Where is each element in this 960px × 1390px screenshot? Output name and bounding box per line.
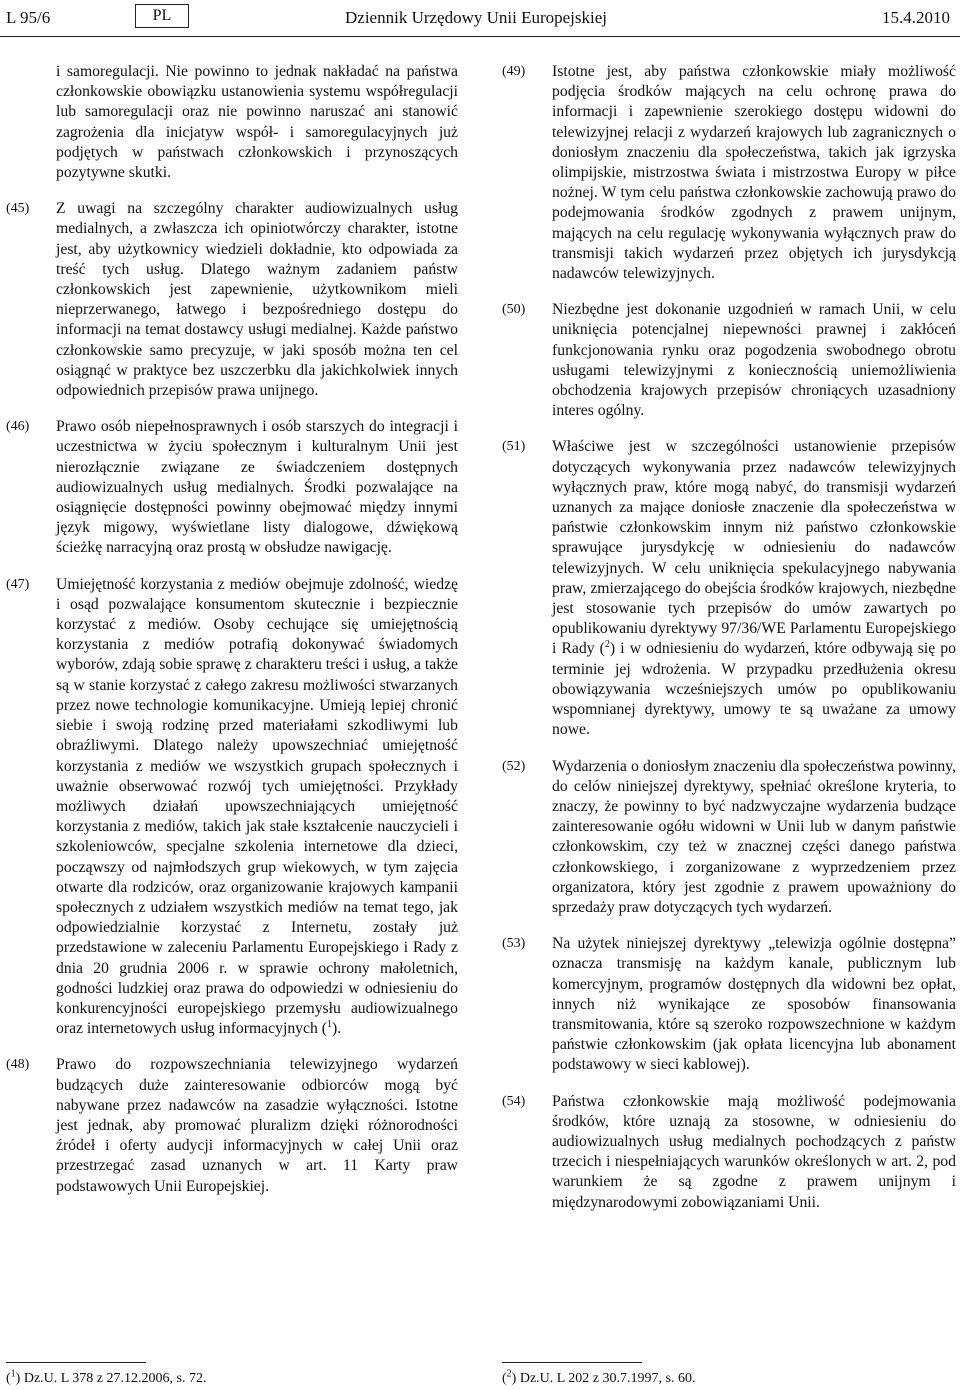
recital-51 xyxy=(502,437,956,740)
recital-text: Prawo osób niepełnosprawnych i osób starszych do integracji i uczestnictwa w życiu społecznym i kulturalnym Unii jest nierozłącznie związane ze świadczeniem dostępnych audiowizualnych usług medialnych. Środki pozwalające na osiągnięcie dostępności powinny obejmować między innymi język migowy, wyświetlane listy dialogowe, dźwiękową ścieżkę narracyjną oraz prostą w obsłudze nawigację. xyxy=(56,418,458,557)
page-header xyxy=(0,0,960,37)
recital-50 xyxy=(502,300,956,421)
recital-text-tail: i w odniesieniu do wydarzeń, które odbywają się po terminie jej wdrożenia. W przypadku przedłużenia okresu obowiązywania wcześniejszych umów po opublikowaniu wspomnianej dyrektywy, umowy te są uważane za umowy nowe. xyxy=(552,640,956,739)
recital-number: (47) xyxy=(6,576,30,592)
recital-number: (51) xyxy=(502,439,526,455)
recital-number: (54) xyxy=(502,1093,526,1109)
recital-52 xyxy=(502,757,956,919)
recital-number: (45) xyxy=(6,201,30,217)
paragraph-text: i samoregulacji. Nie powinno to jednak nakładać na państwa członkowskie obowiązku ustanowienia systemu współregulacji lub samoregulacji oraz nie powinno naruszać ani stanowić zagrożenia dla inicjatyw współ- i samoregulacyjnych już podjętych w państwach członkowskich i przynoszących pozytywne skutki. xyxy=(56,63,458,182)
recital-49 xyxy=(502,62,956,284)
language-box: PL xyxy=(135,4,189,28)
recital-53 xyxy=(502,934,956,1075)
footnote-divider xyxy=(502,1362,642,1363)
recital-text: Państwa członkowskie mają możliwość podejmowania środków, które uznają za stosowne, w odniesieniu do audiowizualnych usług medialnych pochodzących z państw trzecich i niespełniających warunków określonych w art. 2, pod warunkiem że są zgodne z prawem unijnym i międzynarodowymi zobowiązaniami Unii. xyxy=(552,1092,956,1211)
recital-47 xyxy=(6,575,458,1040)
publication-date: 15.4.2010 xyxy=(882,8,950,27)
recital-text: Prawo do rozpowszechniania telewizyjnego wydarzeń budzących duże zainteresowanie odbiorców mogą być nabywane przez nadawców na zasadzie wyłączności. Istotne jest jednak, aby promować pluralizm dzięki różnorodności źródeł i oferty audycji informacyjnych w całej Unii oraz przestrzegać zasad uznanych w art. 11 Karty praw podstawowych Unii Europejskiej. xyxy=(56,1056,458,1195)
recital-54 xyxy=(502,1092,956,1213)
recital-number: (52) xyxy=(502,758,526,774)
recital-text: Umiejętność korzystania z mediów obejmuje zdolność, wiedzę i osąd pozwalające konsumentom skutecznie i bezpiecznie korzystać z mediów. Osoby cechujące się umiejętnością korzystania z mediów potrafią dokonywać świadomych wyborów, zdają sobie sprawę z charakteru treści i usług, a także są w stanie korzystać z całego zakresu możliwości stwarzanych przez nowe technologie komunikacyjne. Umieją lepiej chronić siebie i swoją rodzinę przed materiałami szkodliwymi lub obraźliwymi. Dlatego należy upowszechniać umiejętność korzystania z mediów we wszystkich grupach społecznych i uważnie obserwować rozwój tych umiejętności. Przykłady możliwych działań upowszechniających umiejętność korzystania z mediów, takich jak stałe kształcenie nauczycieli i szkoleniowców, specjalne szkolenia internetowe dla dzieci, począwszy od najmłodszych grup wiekowych, w tym zajęcia otwarte dla rodziców, oraz organizowanie krajowych kampanii społecznych z udziałem wszystkich mediów na temat tego, jak odpowiedzialnie korzystać z Internetu, zostały już przedstawione w zaleceniu Parlamentu Europejskiego i Rady z dnia 20 grudnia 2006 r. w sprawie ochrony małoletnich, godności ludzkiej oraz prawa do odpowiedzi w odniesieniu do konkurencyjności europejskiego przemysłu audiowizualnego oraz internetowych usług informacyjnych xyxy=(56,575,458,1038)
footnote-1: ($^1$) Dz.U. L 378 z 27.12.2006, s. 72. xyxy=(6,1368,207,1386)
recital-text-container: Umiejętność korzystania z mediów obejmuje zdolność, wiedzę i osąd pozwalające konsumentom skutecznie i bezpiecznie korzystać z mediów. Osoby cechujące się umiejętnością korzystania z mediów potrafią dokonywać świadomych wyborów, zdają sobie sprawę z charakteru treści i usług, a także są w stanie korzystać z całego zakresu możliwości stwarzanych przez nowe technologie komunikacyjne. Umieją lepiej chronić siebie i swoją rodzinę przed materiałami szkodliwymi lub obraźliwymi. Dlatego należy upowszechniać umiejętność korzystania z mediów we wszystkich grupach społecznych i uważnie obserwować rozwój tych umiejętności. Przykłady możliwych działań upowszechniających umiejętność korzystania z mediów, takich jak stałe kształcenie nauczycieli i szkoleniowców, specjalne szkolenia internetowe dla dzieci, począwszy od najmłodszych grup wiekowych, w tym zajęcia otwarte dla rodziców, oraz organizowanie krajowych kampanii społecznych z udziałem wszystkich mediów na temat tego, jak odpowiedzialnie korzystać z Internetu, zostały już przedstawione w zaleceniu Parlamentu Europejskiego i Rady z dnia 20 grudnia 2006 r. w sprawie ochrony małoletnich, godności ludzkiej oraz prawa do odpowiedzi w odniesieniu do konkurencyjności europejskiego przemysłu audiowizualnego oraz internetowych usług informacyjnych ($^1$). xyxy=(56,575,458,1038)
footnote-2: ($^2$) Dz.U. L 202 z 30.7.1997, s. 60. xyxy=(502,1368,696,1386)
recital-number: (46) xyxy=(6,419,30,435)
page-reference: L 95/6 xyxy=(6,8,51,27)
recital-number: (49) xyxy=(502,64,526,79)
continuation-paragraph xyxy=(6,62,458,183)
right-column xyxy=(502,62,956,1229)
footnote-mark: 2 xyxy=(506,1368,512,1380)
recital-text: Istotne jest, aby państwa członkowskie miały możliwość podjęcia środków mających na celu ochronę prawa do informacji i zapewnienie szerokiego dostępu widowni do telewizyjnej relacji z wydarzeń krajowych lub zagranicznych o doniosłym znaczeniu dla społeczeństwa, takich jak igrzyska olimpijskie, mistrzostwa świata i mistrzostwa Europy w piłce nożnej. W tym celu państwa członkowskie zachowują prawo do podejmowania środków zgodnych z prawem unijnym, mających na celu regulację wykonywania wyłącznych praw do transmisji takich wydarzeń przez objętych ich jurysdykcją nadawców telewizyjnych. xyxy=(552,63,956,283)
journal-title: Dziennik Urzędowy Unii Europejskiej xyxy=(345,8,608,27)
recital-text: Właściwe jest w szczególności ustanowienie przepisów dotyczących wykonywania przez nadawców telewizyjnych wyłącznych praw, które mogą nabyć, do transmisji wydarzeń uznanych za mające doniosłe znaczenie dla społeczeństwa w państwie członkowskim innym niż państwo członkowskie sprawujące jurysdykcję w odniesieniu do nadawców telewizyjnych. W celu uniknięcia spekulacyjnego nabywania praw, zmierzającego do obejścia środków krajowych, niezbędne jest stosowanie tych przepisów do umów zawartych po opublikowaniu dyrektywy 97/36/WE Parlamentu Europejskiego i Rady xyxy=(552,438,956,658)
left-column xyxy=(6,62,458,1213)
recital-text-tail: . xyxy=(337,1020,342,1038)
footnote-reference[interactable]: 1 xyxy=(326,1018,332,1030)
recital-45 xyxy=(6,199,458,401)
footnote-mark: 1 xyxy=(10,1368,16,1380)
recital-46 xyxy=(6,417,458,558)
recital-number: (53) xyxy=(502,936,526,952)
recital-text-container: Właściwe jest w szczególności ustanowienie przepisów dotyczących wykonywania przez nadawców telewizyjnych wyłącznych praw, które mogą nabyć, do transmisji wydarzeń uznanych za mające doniosłe znaczenie dla społeczeństwa w państwie członkowskim innym niż państwo członkowskie sprawujące jurysdykcję w odniesieniu do nadawców telewizyjnych. W celu uniknięcia spekulacyjnego nabywania praw, zmierzającego do obejścia środków krajowych, niezbędne jest stosowanie tych przepisów do umów zawartych po opublikowaniu dyrektywy 97/36/WE Parlamentu Europejskiego i Rady ($^2$) i w odniesieniu do wydarzeń, które odbywają się po terminie jej wdrożenia. W przypadku przedłużenia okresu obowiązywania wcześniejszych umów po opublikowaniu wspomnianej dyrektywy, umowy te są uważane za umowy nowe. xyxy=(552,438,956,739)
recital-48 xyxy=(6,1055,458,1196)
footnote-text: Dz.U. L 378 z 27.12.2006, s. 72. xyxy=(23,1371,207,1386)
recital-text: Niezbędne jest dokonanie uzgodnień w ramach Unii, w celu uniknięcia potencjalnej niepewności prawnej i zakłóceń funkcjonowania rynku oraz pogodzenia swobodnego obrotu usługami telewizyjnymi z koniecznością uniemożliwienia obchodzenia krajowych przepisów chroniących uzasadniony interes ogólny. xyxy=(552,301,956,420)
footnote-divider xyxy=(6,1362,146,1363)
recital-number: (48) xyxy=(6,1057,30,1073)
footnote-text: Dz.U. L 202 z 30.7.1997, s. 60. xyxy=(519,1371,696,1386)
recital-number: (50) xyxy=(502,302,526,318)
recital-text: Wydarzenia o doniosłym znaczeniu dla społeczeństwa powinny, do celów niniejszej dyrektywy, spełniać określone kryteria, to znaczy, że powinny to być nadzwyczajne wydarzenia budzące zainteresowanie ogółu widowni w Unii lub w danym państwie członkowskim, czy też w znacznej części danego państwa członkowskiego, i zorganizowane z wyprzedzeniem przez organizatora, który jest zgodnie z prawem upoważniony do sprzedaży praw dotyczących tych wydarzeń. xyxy=(552,757,956,916)
recital-text: Na użytek niniejszej dyrektywy „telewizja ogólnie dostępna” oznacza transmisję na każdym kanale, publicznym lub komercyjnym, programów dostępnych dla widowni bez opłat, innych niż wynikające ze sposobów finansowania transmitowania, które są szeroko rozpowszechnione w każdym państwie członkowskim (jak opłata licencyjna lub abonament podstawowy w sieci kablowej). xyxy=(552,935,956,1074)
recital-text: Z uwagi na szczególny charakter audiowizualnych usług medialnych, a zwłaszcza ich opiniotwórczy charakter, istotne jest, aby użytkownicy wiedzieli dokładnie, kto odpowiada za treść tych usług. Dlatego ważnym zadaniem państw członkowskich jest zapewnienie, użytkownikom mieli nieprzerwanego, łatwego i bezpośredniego dostępu do informacji na temat dostawcy usługi medialnej. Każde państwo członkowskie samo precyzuje, w jaki sposób można ten cel osiągnąć w praktyce bez uszczerbku dla jakichkolwiek innych odpowiednich przepisów prawa unijnego. xyxy=(56,200,458,400)
footnote-reference[interactable]: 2 xyxy=(604,639,610,651)
